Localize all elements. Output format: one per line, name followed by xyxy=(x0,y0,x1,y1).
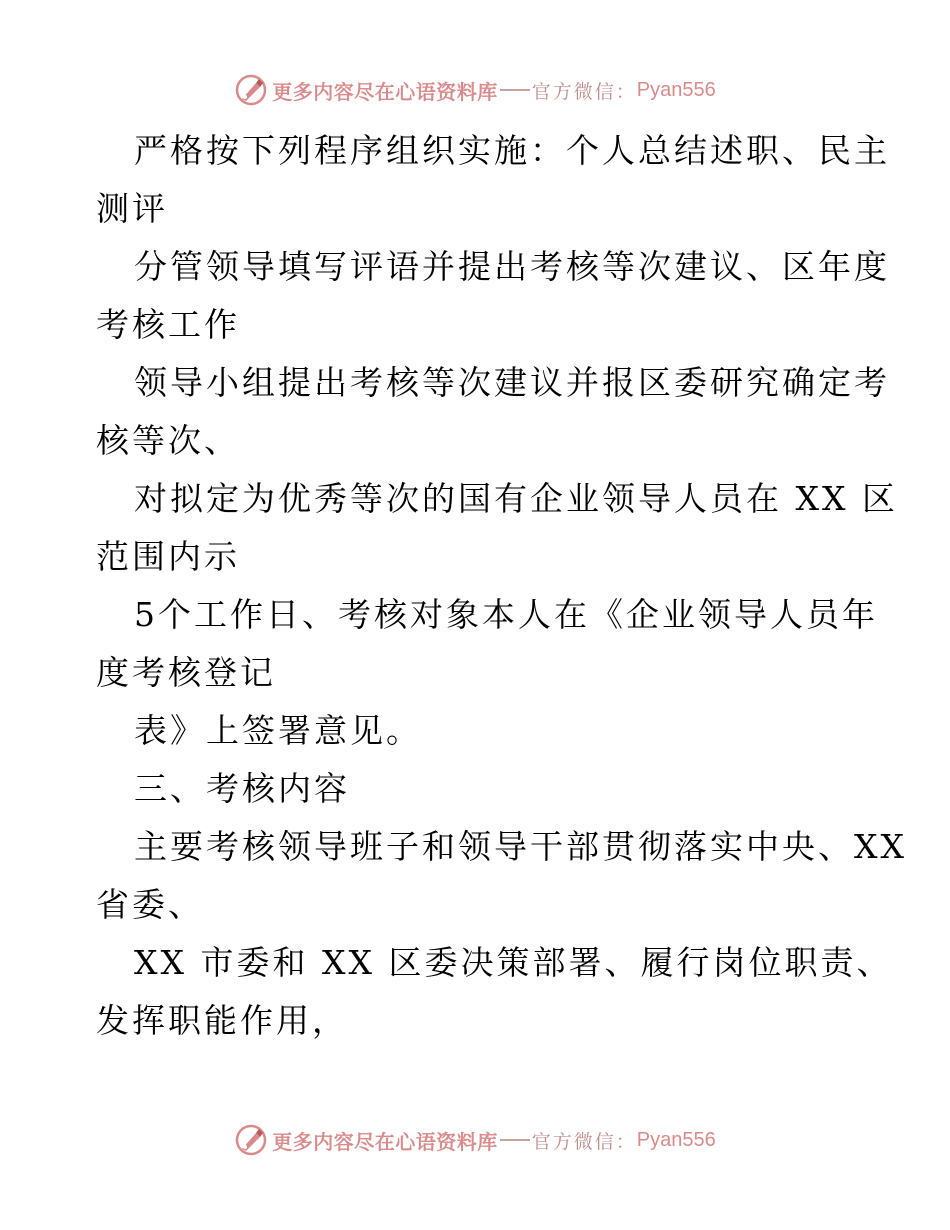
header-wechat-id: Pyan556 xyxy=(636,78,716,101)
body-line: XX 市委和 XX 区委决策部署、履行岗位职责、 xyxy=(134,943,893,982)
footer-dash xyxy=(500,1139,530,1141)
body-line: 分管领导填写评语并提出考核等次建议、区年度 xyxy=(134,247,890,286)
body-line: 省委、 xyxy=(96,885,204,924)
body-line: 对拟定为优秀等次的国有企业领导人员在 XX 区 xyxy=(134,479,898,518)
pen-logo-icon xyxy=(234,73,268,107)
section-heading: 三、考核内容 xyxy=(134,769,350,808)
header-dash xyxy=(500,89,530,91)
body-line: 核等次、 xyxy=(96,421,240,460)
body-line: 度考核登记 xyxy=(96,653,276,692)
header-wechat-label: 官方微信： xyxy=(531,80,637,103)
body-line: 表》上签署意见。 xyxy=(134,711,422,750)
footer-wechat-id: Pyan556 xyxy=(636,1128,716,1151)
header-watermark xyxy=(0,70,950,110)
body-line: 严格按下列程序组织实施：个人总结述职、民主 xyxy=(134,131,890,170)
body-line: 5个工作日、考核对象本人在《企业领导人员年 xyxy=(134,595,878,634)
document-body xyxy=(96,122,907,1050)
footer-watermark xyxy=(0,1120,950,1160)
body-line: 测评 xyxy=(96,189,168,228)
pen-logo-icon xyxy=(234,1123,268,1157)
body-line: 发挥职能作用， xyxy=(96,1001,348,1040)
body-line: 范围内示 xyxy=(96,537,240,576)
footer-brand-text: 更多内容尽在心语资料库 xyxy=(272,1129,498,1154)
header-brand-text: 更多内容尽在心语资料库 xyxy=(272,79,498,104)
body-line: 领导小组提出考核等次建议并报区委研究确定考 xyxy=(134,363,890,402)
footer-wechat-label: 官方微信： xyxy=(531,1130,637,1153)
body-line: 考核工作 xyxy=(96,305,240,344)
body-line: 主要考核领导班子和领导干部贯彻落实中央、XX xyxy=(134,827,907,866)
